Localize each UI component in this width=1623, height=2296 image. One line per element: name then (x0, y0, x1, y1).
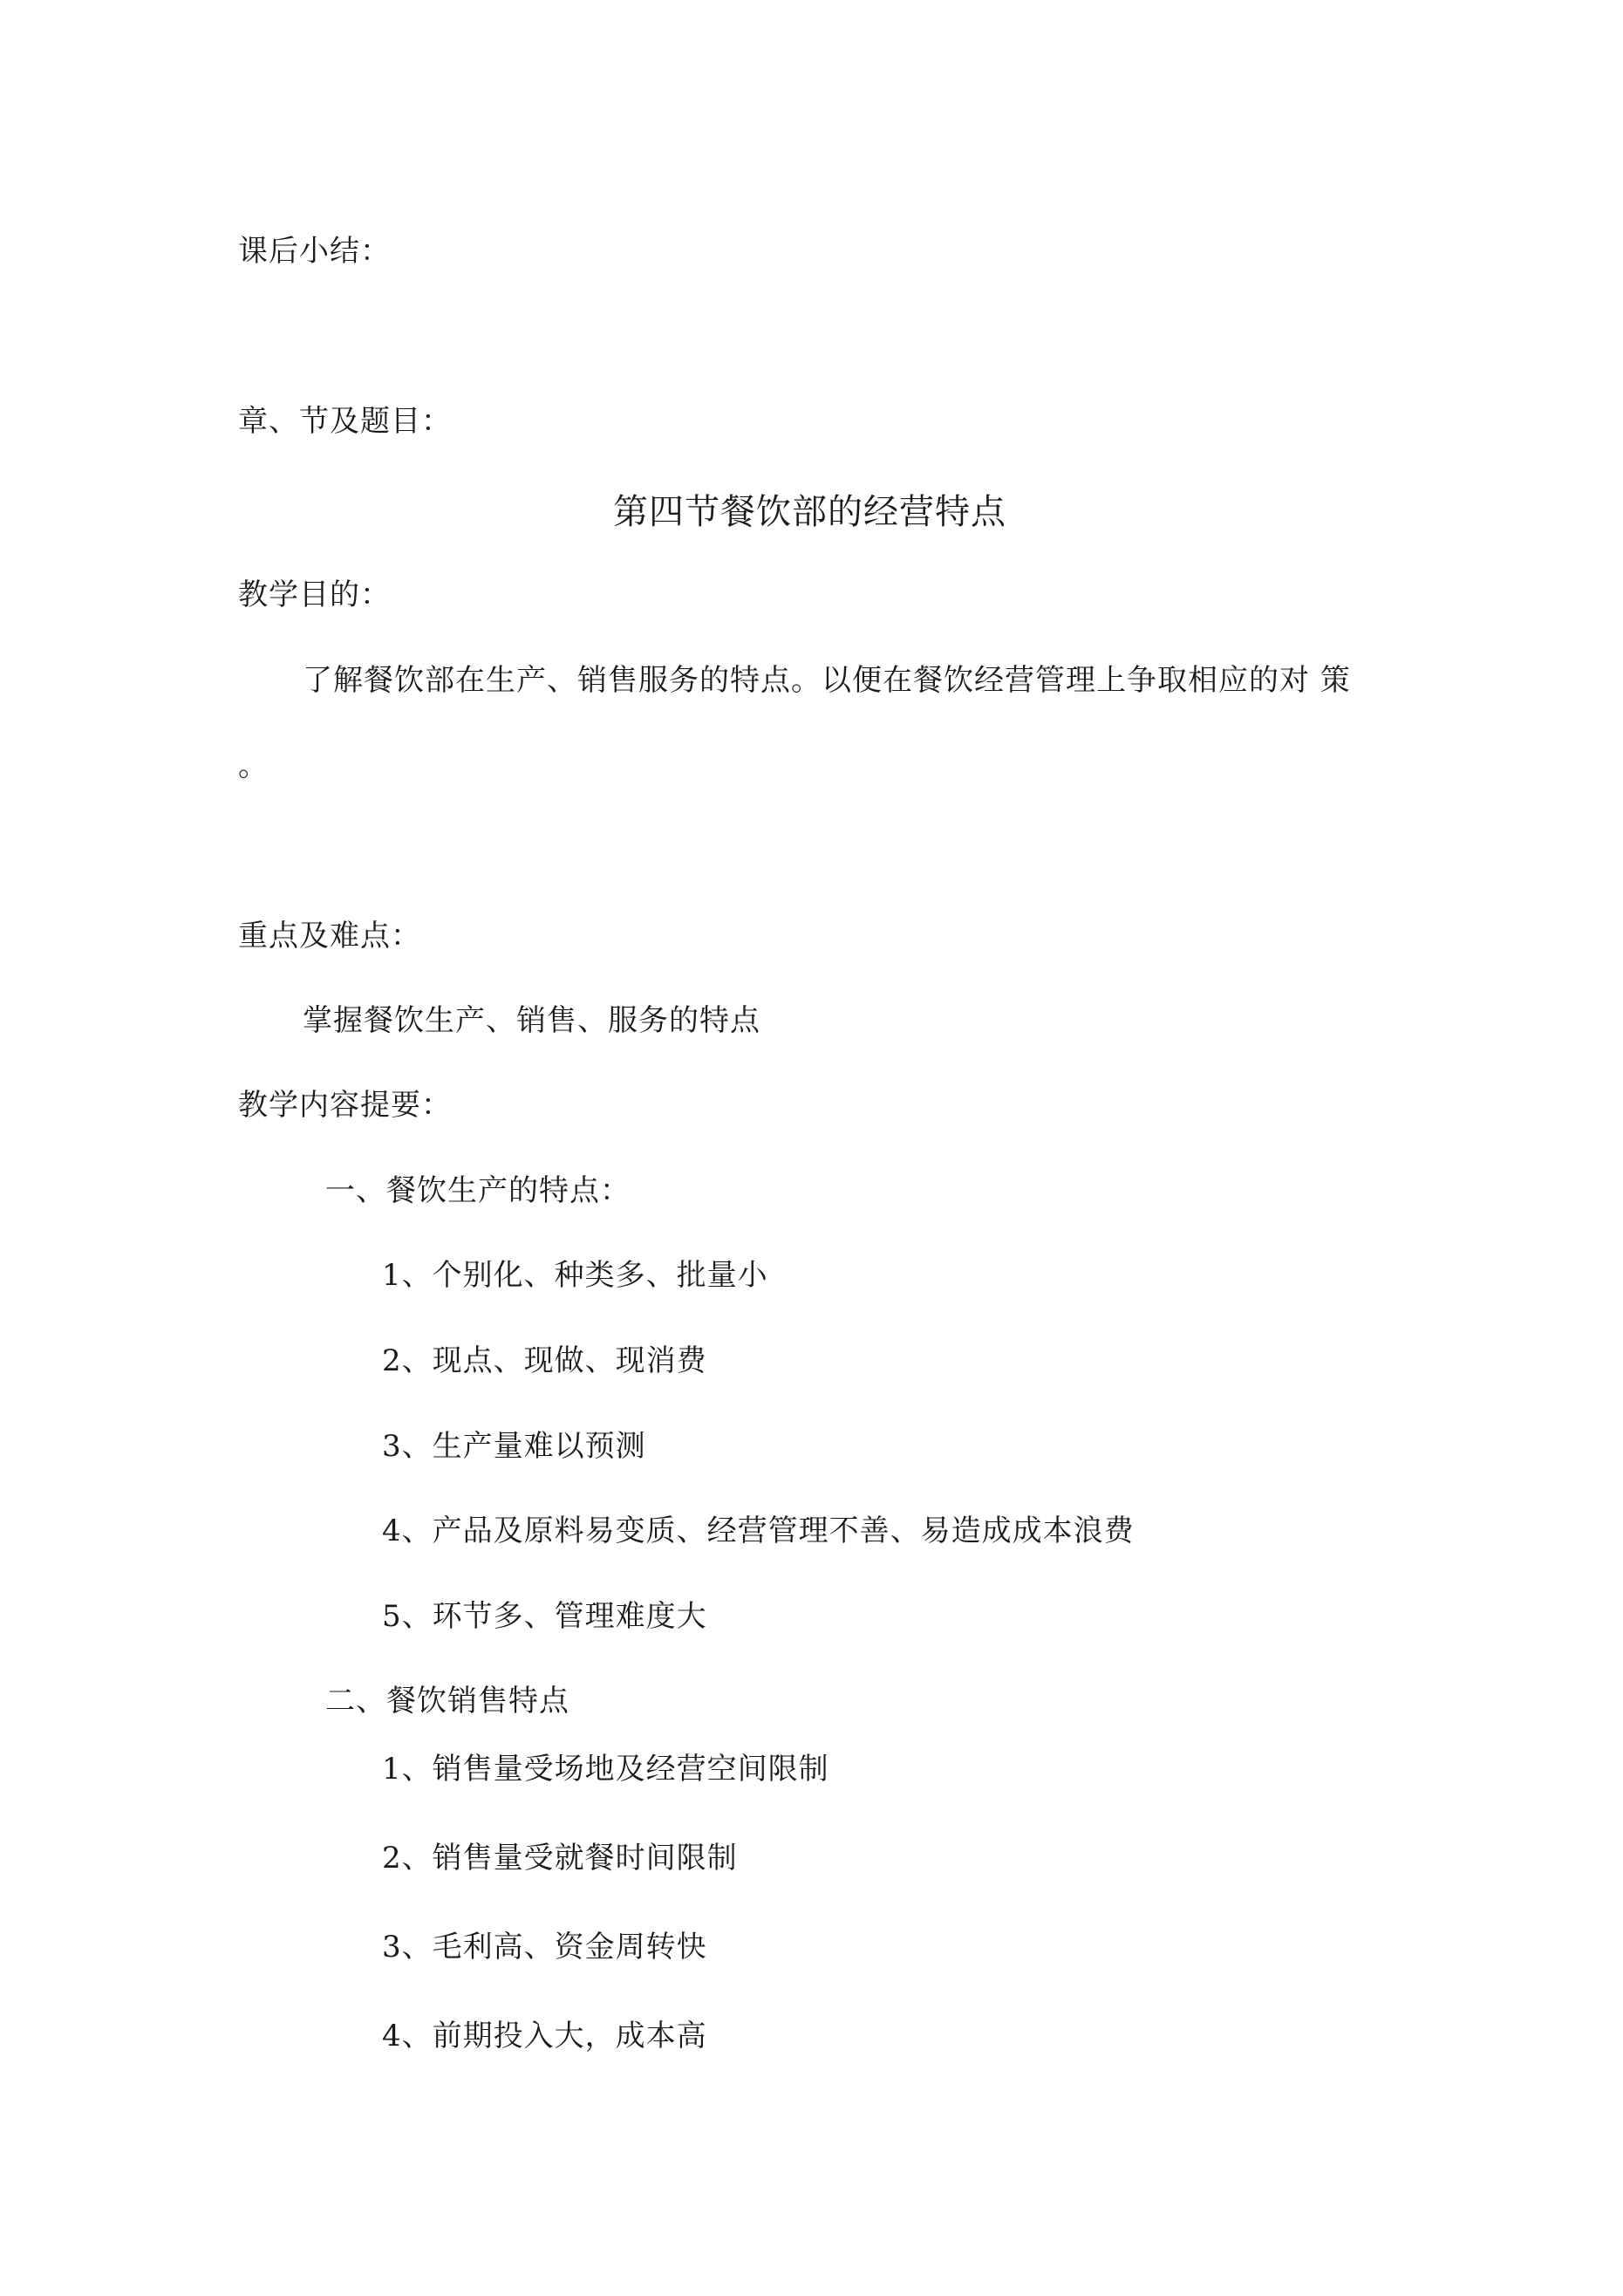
list-item: 3、毛利高、资金周转快 (382, 1930, 707, 1965)
list-item: 5、环节多、管理难度大 (382, 1599, 707, 1634)
list-item: 2、销售量受就餐时间限制 (382, 1841, 738, 1876)
list-item: 2、现点、现做、现消费 (382, 1343, 707, 1378)
page-title: 第四节餐饮部的经营特点 (613, 492, 1006, 532)
chapter-label: 章、节及题目： (238, 404, 452, 439)
objective-text-line2: 。 (238, 748, 269, 783)
list-item: 1、销售量受场地及经营空间限制 (382, 1752, 829, 1787)
objective-text-line1: 了解餐饮部在生产、销售服务的特点。以便在餐饮经营管理上争取相应的对 策 (303, 663, 1351, 698)
after-class-summary-label: 课后小结： (238, 234, 391, 269)
key-points-label: 重点及难点： (238, 919, 421, 953)
list-item: 4、前期投入大，成本高 (382, 2019, 707, 2053)
list-item: 3、生产量难以预测 (382, 1429, 646, 1464)
key-points-text: 掌握餐饮生产、销售、服务的特点 (303, 1003, 760, 1038)
section-heading: 一、餐饮生产的特点： (325, 1173, 631, 1208)
objective-label: 教学目的： (238, 577, 391, 612)
section-heading: 二、餐饮销售特点 (325, 1684, 569, 1719)
list-item: 1、个别化、种类多、批量小 (382, 1258, 768, 1293)
content-label: 教学内容提要： (238, 1088, 452, 1123)
list-item: 4、产品及原料易变质、经营管理不善、易造成成本浪费 (382, 1514, 1135, 1548)
